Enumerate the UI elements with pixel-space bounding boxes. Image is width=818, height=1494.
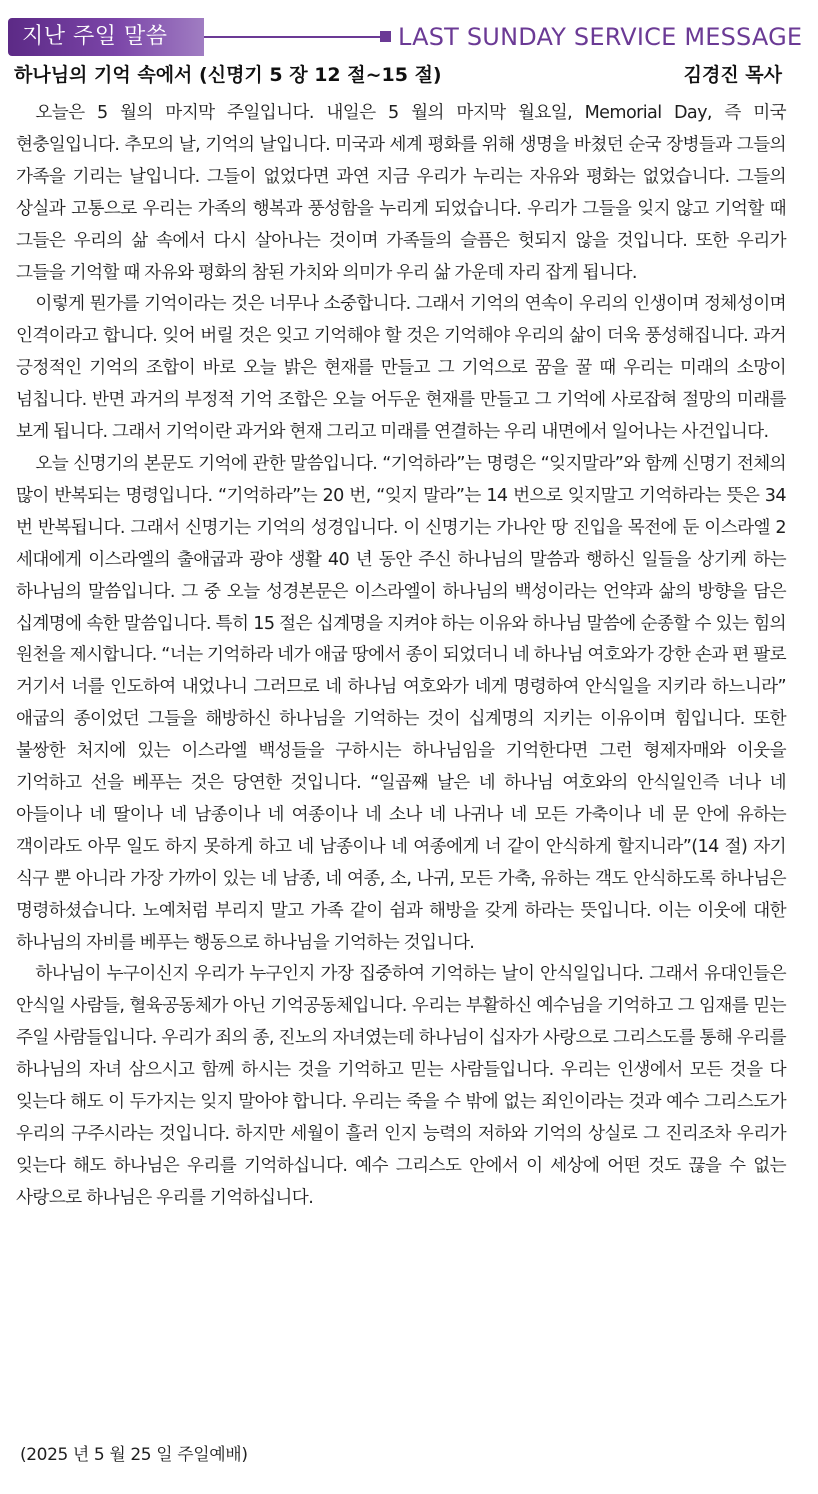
service-date: (2025 년 5 월 25 일 주일예배) [20,1445,248,1465]
header-divider-line [204,36,380,38]
sermon-title: 하나님의 기억 속에서 (신명기 5 장 12 절~15 절) [14,64,442,86]
paragraph: 오늘은 5 월의 마지막 주일입니다. 내일은 5 월의 마지막 월요일, Memorial Day, 즉 미국 현충일입니다. 추모의 날, 기억의 날입니다. 미국과 세계 평화를 위해 생명을 바쳤던 순국 장병들과 그들의 가족을 기리는 날입니다. 그들이 없었다면 과연 지금 우리가 누리는 자유와 평화는 없었습니다. 그들의 상실과 고통으로 우리는 가족의 행복과 풍성함을 누리게 되었습니다. 우리가 그들을 잊지 않고 기억할 때 그들은 우리의 삶 속에서 다시 살아나는 것이며 가족들의 슬픔은 헛되지 않을 것입니다. 또한 우리가 그들을 기억할 때 자유와 평화의 참된 가치와 의미가 우리 삶 가운데 자리 잡게 됩니다. [16,103,786,283]
sermon-body [16,98,786,1215]
paragraph: 오늘 신명기의 본문도 기억에 관한 말씀입니다. “기억하라”는 명령은 “잊지말라”와 함께 신명기 전체의 많이 반복되는 명령입니다. “기억하라”는 20 번, “잊지 말라”는 14 번으로 잊지말고 기억하라는 뜻은 34 번 반복됩니다. 그래서 신명기는 기억의 성경입니다. 이 신명기는 가나안 땅 진입을 목전에 둔 이스라엘 2 세대에게 이스라엘의 출애굽과 광야 생활 40 년 동안 주신 하나님의 말씀과 행하신 일들을 상기케 하는 하나님의 말씀입니다. 그 중 오늘 성경본문은 이스라엘이 하나님의 백성이라는 언약과 삶의 방향을 담은 십계명에 속한 말씀입니다. 특히 15 절은 십계명을 지켜야 하는 이유와 하나님 말씀에 순종할 수 있는 힘의 원천을 제시합니다. “너는 기억하라 네가 애굽 땅에서 종이 되었더니 네 하나님 여호와가 강한 손과 편 팔로 거기서 너를 인도하여 내었나니 그러므로 네 하나님 여호와가 네게 명령하여 안식일을 지키라 하느니라” 애굽의 종이었던 그들을 해방하신 하나님을 기억하는 것이 십계명의 지키는 이유이며 힘입니다. 또한 불쌍한 처지에 있는 이스라엘 백성들을 구하시는 하나님임을 기억한다면 그런 형제자매와 이웃을 기억하고 선을 베푸는 것은 당연한 것입니다. “일곱째 날은 네 하나님 여호와의 안식일인즉 너나 네 아들이나 네 딸이나 네 남종이나 네 여종이나 네 소나 네 나귀나 네 모든 가축이나 네 문 안에 유하는 객이라도 아무 일도 하지 못하게 하고 네 남종이나 네 여종에게 너 같이 안식하게 할지니라”(14 절) 자기 식구 뿐 아니라 가장 가까이 있는 네 남종, 네 여종, 소, 나귀, 모든 가축, 유하는 객도 안식하도록 하나님은 명령하셨습니다. 노예처럼 부리지 말고 가족 같이 쉼과 해방을 갖게 하라는 뜻입니다. 이는 이웃에 대한 하나님의 자비를 베푸는 행동으로 하나님을 기억하는 것입니다. [16,453,786,953]
square-bullet-icon [380,31,391,42]
paragraph: 이렇게 뭔가를 기억이라는 것은 너무나 소중합니다. 그래서 기억의 연속이 우리의 인생이며 정체성이며 인격이라고 합니다. 잊어 버릴 것은 잊고 기억해야 할 것은 기억해야 우리의 삶이 더욱 풍성해집니다. 과거 긍정적인 기억의 조합이 바로 오늘 밝은 현재를 만들고 그 기억으로 꿈을 꿀 때 우리는 미래의 소망이 넘칩니다. 반면 과거의 부정적 기억 조합은 오늘 어두운 현재를 만들고 그 기억에 사로잡혀 절망의 미래를 보게 됩니다. 그래서 기억이란 과거와 현재 그리고 미래를 연결하는 우리 내면에서 일어나는 사건입니다. [16,294,786,443]
section-header [8,18,803,56]
section-tag: 지난 주일 말씀 [8,18,204,56]
paragraph: 하나님이 누구이신지 우리가 누구인지 가장 집중하여 기억하는 날이 안식일입니다. 그래서 유대인들은 안식일 사람들, 혈육공동체가 아닌 기억공동체입니다. 우리는 부활하신 예수님을 기억하고 그 임재를 믿는 주일 사람들입니다. 우리가 죄의 종, 진노의 자녀였는데 하나님이 십자가 사랑으로 그리스도를 통해 우리를 하나님의 자녀 삼으시고 함께 하시는 것을 기억하고 믿는 사람들입니다. 우리는 인생에서 모든 것을 다 잊는다 해도 이 두가지는 잊지 말아야 합니다. 우리는 죽을 수 밖에 없는 죄인이라는 것과 예수 그리스도가 우리의 구주시라는 것입니다. 하지만 세월이 흘러 인지 능력의 저하와 기억의 상실로 그 진리조차 우리가 잊는다 해도 하나님은 우리를 기억하십니다. 예수 그리스도 안에서 이 세상에 어떤 것도 끊을 수 없는 사랑으로 하나님은 우리를 기억하십니다. [16,964,786,1208]
english-section-title: LAST SUNDAY SERVICE MESSAGE [398,23,803,51]
pastor-name: 김경진 목사 [683,64,782,86]
